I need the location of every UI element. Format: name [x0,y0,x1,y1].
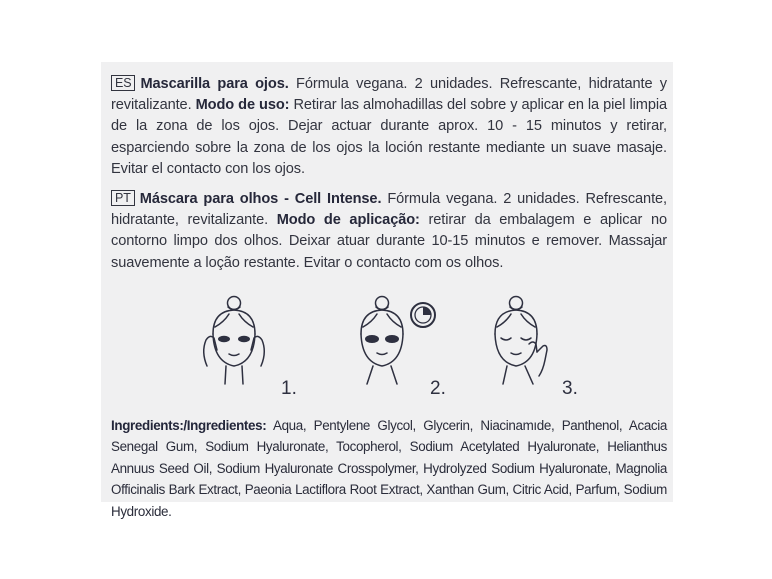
es-intro: Fórmula vegana. 2 unidades. Refrescante, hidratante y revitalizante. [111,76,667,114]
step-3-number: 3. [562,378,578,399]
es-product-title: Mascarilla para ojos. [140,76,289,92]
ingredients-label: Ingredients:/Ingredientes: [111,418,267,433]
face-applying-patches-icon [199,294,269,386]
spanish-instructions [111,74,667,180]
portuguese-instructions [111,189,667,274]
pt-usage-text: retirar da embalagem e aplicar no contorno limpo dos olhos. Deixar atuar durante 10-15 minutos e remover. Massajar suavemente a loção restante. Evitar o contacto com os olhos. [111,212,667,271]
lang-code-es: ES [111,75,135,91]
es-usage-label: Modo de uso: [195,97,290,114]
face-with-patches-icon [347,294,417,386]
ingredients-list [111,415,667,522]
es-usage-text: Retirar las almohadillas del sobre y aplicar en la piel limpia de la zona de los ojos. Dejar actuar durante aprox. 10 - 15 minutos y retirar, esparciendo sobre la zona de los ojos la loción restante mediante un suave masaje. Evitar el contacto con los ojos. [111,97,667,177]
product-label [101,62,673,519]
step-1-number: 1. [281,378,297,399]
ingredients-text: Aqua, Pentylene Glycol, Glycerin, Niacinamıde, Panthenol, Acacia Senegal Gum, Sodium Hyaluronate, Tocopherol, Sodium Acetylated Hyaluronate, Helianthus Annuus Seed Oil, Sodium Hyaluronate Crosspolymer, Hydrolyzed Sodium Hyaluronate, Magnolia Officinalis Bark Extract, Paeonia Lactiflora Root Extract, Xanthan Gum, Citric Acid, Parfum, Sodium Hydroxide. [111,418,667,519]
lang-code-pt: PT [111,190,135,206]
step-2-number: 2. [430,378,446,399]
pt-usage-label: Modo de aplicação: [276,212,420,229]
face-massaging-icon [481,294,551,386]
application-steps [101,290,673,408]
pt-product-title: Máscara para olhos - Cell Intense. [139,191,382,207]
clock-icon [409,301,437,329]
pt-intro: Fórmula vegana. 2 unidades. Refrescante, hidratante, revitalizante. [111,191,667,229]
